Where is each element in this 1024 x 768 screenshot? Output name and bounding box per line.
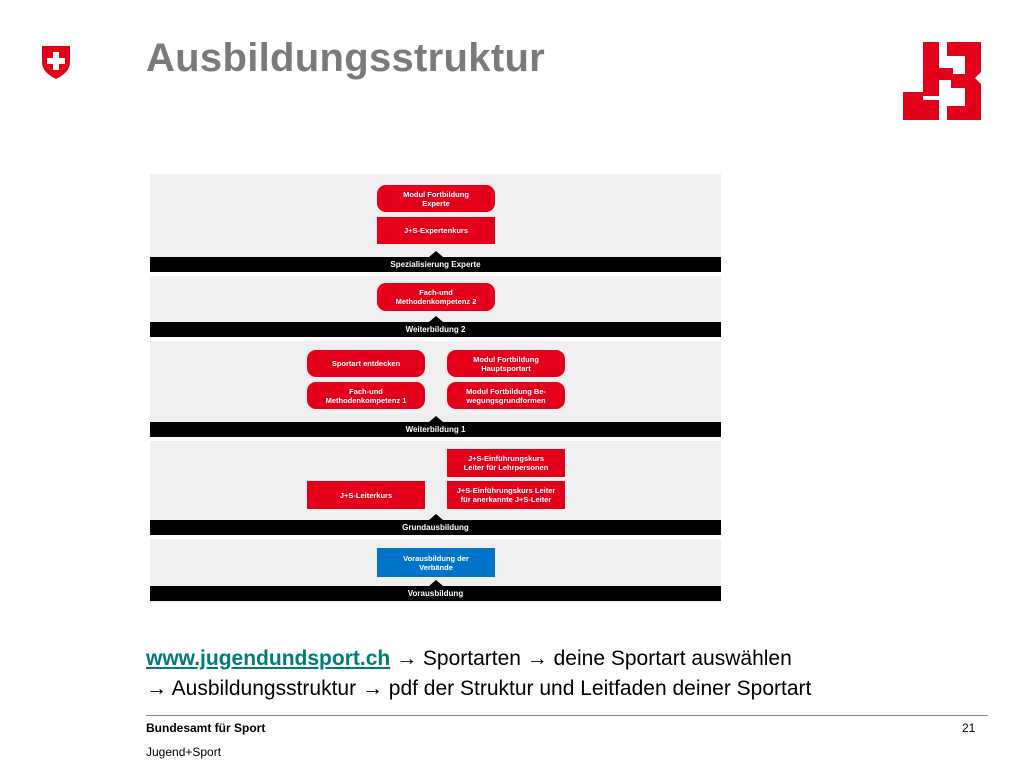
link-line-2-text-2: pdf der Struktur und Leitfaden deiner Sportart (382, 677, 812, 700)
footer-divider (146, 715, 988, 716)
link-line-2 (146, 674, 986, 704)
training-structure-diagram (150, 174, 721, 603)
js-logo-icon (903, 42, 981, 120)
page-number: 21 (962, 721, 976, 735)
box-einfuehrung-lehrpersonen: J+S-Einführungskurs Leiter für Lehrpersonen (447, 449, 565, 477)
link-line-2-text: Ausbildungsstruktur (167, 677, 362, 700)
box-expertenkurs: J+S-Expertenkurs (377, 217, 495, 244)
arrow-icon: → (361, 677, 383, 700)
footer-subtitle: Jugend+Sport (146, 745, 222, 759)
arrow-icon: → (396, 647, 418, 670)
box-vorausbildung-verbaende: Vorausbildung der Verbände (377, 548, 495, 577)
box-fach-methoden-1: Fach-und Methodenkompetenz 1 (307, 382, 425, 409)
box-modul-hauptsportart: Modul Fortbildung Hauptsportart (447, 350, 565, 377)
arrow-icon: → (146, 677, 167, 700)
swiss-shield-icon (40, 44, 72, 80)
box-einfuehrung-anerkannt: J+S-Einführungskurs Leiter für anerkannte J+S-Leiter (447, 481, 565, 509)
link-instructions (146, 644, 986, 704)
box-modul-bewegung: Modul Fortbildung Be- wegungsgrundformen (447, 382, 565, 409)
box-sportart-entdecken: Sportart entdecken (307, 350, 425, 377)
box-modul-experte: Modul Fortbildung Experte (377, 185, 495, 212)
link-line-1-text: Sportarten (417, 647, 527, 670)
band-weiterbildung-2: Weiterbildung 2 (150, 322, 721, 337)
jugendundsport-link[interactable]: www.jugendundsport.ch (146, 647, 391, 670)
link-line-1-text-2: deine Sportart auswählen (547, 647, 792, 670)
link-line-1 (146, 644, 986, 674)
arrow-icon: → (526, 647, 548, 670)
box-leiterkurs: J+S-Leiterkurs (307, 481, 425, 509)
band-vorausbildung: Vorausbildung (150, 586, 721, 601)
box-fach-methoden-2: Fach-und Methodenkompetenz 2 (377, 283, 495, 311)
footer-organization: Bundesamt für Sport (146, 721, 266, 735)
page-title: Ausbildungsstruktur (146, 36, 546, 80)
band-weiterbildung-1: Weiterbildung 1 (150, 422, 721, 437)
band-grundausbildung: Grundausbildung (150, 520, 721, 535)
band-spezialisierung-experte: Spezialisierung Experte (150, 257, 721, 272)
